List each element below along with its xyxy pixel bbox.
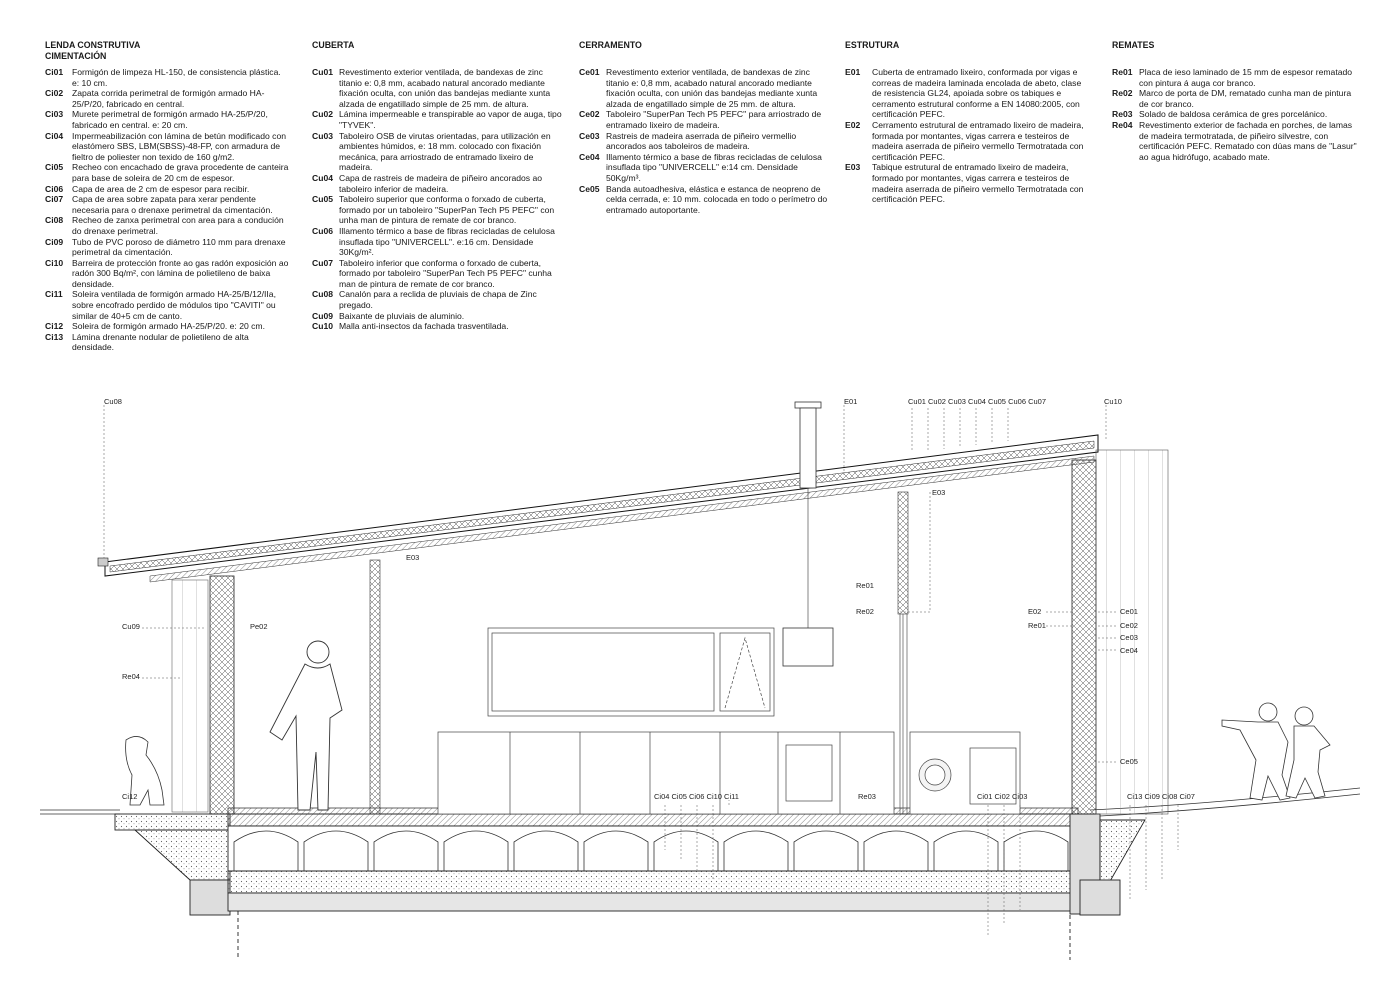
legend-item — [579, 152, 829, 184]
label-e03-top: E03 — [932, 488, 946, 497]
legend-item — [845, 162, 1090, 204]
legend-code: Cu10 — [312, 321, 334, 332]
legend-item — [45, 131, 290, 163]
legend-code: Cu04 — [312, 172, 334, 183]
legend-item — [1112, 88, 1357, 109]
legend-text: Revestimento exterior de fachada en porches, de lamas de madeira termotratada, de piñeiro silvestre, con certificación PEFC. Rematado con dúas mans de "Lasur" ao agua hidrófugo, acabado mate. — [1139, 119, 1357, 162]
legend-code: Ce03 — [579, 130, 600, 141]
legend-text: Baixante de pluviais de aluminio. — [339, 310, 465, 321]
legend-item — [845, 120, 1090, 162]
legend-cuberta — [312, 40, 562, 332]
label-ce02: Ce02 — [1120, 621, 1138, 630]
legend-item — [45, 289, 290, 321]
legend-item — [45, 184, 290, 195]
legend-title: REMATES — [1112, 40, 1155, 50]
legend-code: Ci08 — [45, 215, 64, 226]
legend-text: Revestimento exterior ventilada, de bandexas de zinc titanio e: 0,8 mm, acabado natural ancorado mediante fixación oculta, con unión das bandejas mediante xunta alzada de engatillado simple de 25 mm. de altura. — [339, 67, 551, 109]
label-ce05: Ce05 — [1120, 757, 1138, 766]
roof-section — [98, 435, 1098, 582]
label-re02-mid: Re02 — [856, 607, 874, 616]
partition-e03-left — [370, 560, 380, 814]
legend-text: Barreira de protección fronte ao gas radón exposición ao radón 300 Bq/m², con lámina de polietileno de baixa densidade. — [72, 257, 289, 289]
legend-item — [45, 215, 290, 236]
legend-text: Taboleiro "SuperPan Tech P5 PEFC" para arriostrado de entramado lixeiro de madeira. — [606, 109, 822, 130]
label-ci12: Ci12 — [122, 792, 138, 801]
legend-item — [45, 67, 290, 88]
legend-item — [579, 184, 829, 216]
legend-text: Taboleiro OSB de virutas orientadas, para utilización en ambientes húmidos, e: 18 mm. colocado con fixación mecánica, para arriostrado de entramado lixeiro de madeira. — [339, 130, 551, 173]
legend-code: Ce04 — [579, 151, 600, 162]
legend-text: Recheo con encachado de grava procedente de canteira para base de soleira de 20 cm de espesor. — [72, 162, 289, 183]
legend-code: Cu01 — [312, 67, 334, 77]
legend-text: Revestimento exterior ventilada, de bandexas de zinc titanio e: 0,8 mm, acabado natural ancorado mediante fixación oculta, con unión das bandejas mediante xunta alzada de engatillado simple de 25 mm. de altura. — [606, 67, 818, 109]
legend-text: Rastreis de madeira aserrada de piñeiro vermellio ancorados aos taboleiros de madeira. — [606, 130, 797, 152]
legend-item — [579, 109, 829, 130]
legend-code: Re02 — [1112, 88, 1133, 99]
legend-item — [312, 194, 562, 226]
legend-text: Soleira de formigón armado HA-25/P/20. e: 20 cm. — [72, 321, 265, 332]
chimney — [783, 402, 833, 666]
label-re01-mid: Re01 — [856, 581, 874, 590]
legend-item — [312, 67, 562, 109]
label-ce01: Ce01 — [1120, 607, 1138, 616]
legend-text: Illamento térmico a base de fibras recicladas de celulosa insuflada tipo "UNIVERCELL". e:16 cm. Densidade 30Kg/m². — [339, 225, 555, 258]
legend-text: Cerramento estrutural de entramado lixeiro de madeira, formada por montantes, vigas carrera e testeiros de madeira aserrada de piñeiro vermello Termotratada con certificación PEFC. — [872, 119, 1084, 162]
interior-door — [900, 614, 907, 814]
legend-title: ESTRUTURA — [845, 40, 900, 50]
legend-code: Cu08 — [312, 289, 334, 300]
legend-text: Capa de area de 2 cm de espesor para recibir. — [72, 183, 250, 194]
legend-code: Cu03 — [312, 130, 334, 141]
label-ce04: Ce04 — [1120, 646, 1138, 655]
porch-cladding — [172, 580, 208, 812]
legend-item — [312, 131, 562, 173]
legend-text: Solado de baldosa cerámica de gres porcelánico. — [1139, 109, 1328, 120]
legend-code: E01 — [845, 67, 861, 77]
legend-text: Recheo de zanxa perimetral con area para a condución do drenaxe perimetral. — [72, 215, 284, 236]
legend-item — [579, 131, 829, 152]
legend-code: Ci03 — [45, 109, 64, 120]
legend-text: Lámina impermeable e transpirable ao vapor de auga, tipo "TYVEK". — [339, 109, 562, 130]
legend-text: Canalón para a reclida de pluviais de chapa de Zinc pregado. — [339, 289, 537, 311]
legend-code: Re03 — [1112, 109, 1133, 120]
legend-cimentacion — [45, 40, 290, 353]
legend-code: Cu05 — [312, 194, 334, 205]
person-silhouette — [270, 641, 342, 810]
legend-text: Taboleiro inferior que conforma o forxado de cuberta, formado por taboleiro "SuperPan Tech P5 PEFC" cunha man de pintura de remate de cor branco. — [339, 257, 552, 289]
legend-code: Cu02 — [312, 109, 334, 120]
legend-item — [45, 321, 290, 332]
legend-text: Taboleiro superior que conforma o forxado de cuberta, formado por un taboleiro "SuperPan Tech P5 PEFC" con unha man de pintura de remate de cor branco. — [339, 194, 555, 226]
legend-text: Formigón de limpeza HL-150, de consistencia plástica. e: 10 cm. — [72, 67, 281, 88]
legend-item — [45, 88, 290, 109]
wall-left — [210, 576, 234, 814]
label-e03-left: E03 — [406, 553, 420, 562]
legend-code: Ce05 — [579, 183, 600, 194]
legend-code: E03 — [845, 162, 861, 173]
legend-subtitle: CIMENTACIÓN — [45, 51, 107, 61]
legend-code: Cu09 — [312, 310, 334, 321]
legend-item — [312, 321, 562, 332]
legend-code: Ce02 — [579, 109, 600, 120]
legend-item — [845, 67, 1090, 120]
legend-item — [312, 109, 562, 130]
legend-text: Lámina drenante nodular de polietileno de alta densidade. — [72, 331, 249, 353]
legend-text: Murete perimetral de formigón armado HA-25/P/20, fabricado en central. e: 20 cm. — [72, 109, 268, 130]
legend-item — [579, 67, 829, 109]
legend-item — [45, 194, 290, 215]
label-e01: E01 — [844, 397, 858, 406]
legend-text: Tabique estrutural de entramado lixeiro de madeira, formado por montantes, vigas carrera e testeiros de madeira aserrada de piñeiro vermello Termotratada con certificación PEFC. — [872, 162, 1084, 205]
legend-cerramento — [579, 40, 829, 215]
legend-code: E02 — [845, 119, 861, 130]
legend-item — [45, 109, 290, 130]
legend-title: CERRAMENTO — [579, 40, 642, 50]
legend-code: Ci04 — [45, 130, 64, 141]
label-e02: E02 — [1028, 607, 1042, 616]
legend-code: Re01 — [1112, 67, 1133, 77]
label-ci-far-group: Ci13 Ci09 Ci08 Ci07 — [1127, 792, 1195, 801]
label-ci-right-group: Ci01 Ci02 Ci03 — [977, 792, 1028, 801]
building-section-drawing — [0, 380, 1400, 990]
label-pe02: Pe02 — [250, 622, 268, 631]
legend-text: Placa de ieso laminado de 15 mm de espesor rematado con pintura á auga cor branco. — [1139, 67, 1353, 88]
legend-code: Ci01 — [45, 67, 64, 77]
legend-code: Ci10 — [45, 257, 64, 268]
legend-text: Marco de porta de DM, rematado cunha man de pintura de cor branco. — [1139, 88, 1352, 109]
legend-text: Capa de rastreis de madeira de piñeiro ancorados ao taboleiro inferior de madeira. — [339, 172, 543, 194]
legend-item — [312, 289, 562, 310]
legend-title: CUBERTA — [312, 40, 355, 50]
legend-code: Re04 — [1112, 119, 1133, 130]
label-cu09: Cu09 — [122, 622, 140, 631]
legend-text: Soleira ventilada de formigón armado HA-25/B/12/IIa, sobre encofrado perdido de módulos tipo "CAVITI" ou similar de 40+5 cm de canto. — [72, 289, 276, 321]
legend-item — [1112, 67, 1357, 88]
legend-text: Banda autoadhesiva, elástica e estanca de neopreno de celda cerrada, e: 10 mm. colocada en todo o perímetro do entramado autoportante. — [606, 183, 828, 215]
legend-code: Ci09 — [45, 236, 64, 247]
legend-code: Ci06 — [45, 183, 64, 194]
label-re01-right: Re01 — [1028, 621, 1046, 630]
label-cu10: Cu10 — [1104, 397, 1122, 406]
legend-item — [312, 173, 562, 194]
legend-remates — [1112, 40, 1357, 162]
legend-item — [312, 226, 562, 258]
legend-estrutura — [845, 40, 1090, 205]
label-cu08: Cu08 — [104, 397, 122, 406]
label-re03: Re03 — [858, 792, 876, 801]
legend-text: Capa de area sobre zapata para xerar pendente necesaria para o drenaxe perimetral da cimentación. — [72, 194, 273, 215]
legend-text: Malla anti-insectos da fachada trasventilada. — [339, 321, 509, 332]
legend-item — [45, 258, 290, 290]
legend-code: Ci11 — [45, 289, 63, 300]
legend-code: Cu07 — [312, 257, 334, 268]
children-silhouette — [1222, 703, 1330, 800]
legend-code: Ci12 — [45, 321, 64, 332]
legend-item — [1112, 109, 1357, 120]
legend-code: Ce01 — [579, 67, 600, 77]
legend-item — [45, 162, 290, 183]
label-cu-group: Cu01 Cu02 Cu03 Cu04 Cu05 Cu06 Cu07 — [908, 397, 1047, 406]
kitchen-elevation — [438, 628, 1020, 814]
legend-text: Tubo de PVC poroso de diámetro 110 mm para drenaxe perimetral da cimentación. — [72, 236, 286, 258]
label-ce03: Ce03 — [1120, 633, 1138, 642]
legend-text: Illamento térmico a base de fibras recicladas de celulosa insuflada tipo "UNIVERCELL" e:14 cm. Densidade 50Kg/m³. — [606, 151, 822, 183]
legend-code: Ci02 — [45, 88, 64, 99]
label-ci-mid-group: Ci04 Ci05 Ci06 Ci10 Ci11 — [654, 792, 739, 801]
legend-code: Cu06 — [312, 225, 334, 236]
legend-text: Impermeabilización con lámina de betún modificado con elastómero SBS, LBM(SBSS)-48-FP, con armadura de fieltro de poliester non texido de 160 g/m2. — [72, 130, 287, 162]
legend-code: Ci05 — [45, 162, 64, 173]
legend-text: Cuberta de entramado lixeiro, conformada por vigas e correas de madeira laminada encolada de abeto, clase de resistencia GL24, apoiada sobre os tabiques e cerramento estrutural conforme a EN 14080:2005, con certificación PEFC. — [872, 67, 1082, 120]
legend-item — [45, 237, 290, 258]
legend-item — [45, 332, 290, 353]
legend-item — [312, 258, 562, 290]
legend-item — [312, 311, 562, 322]
legend-text: Zapata corrida perimetral de formigón armado HA-25/P/20, fabricado en central. — [72, 88, 265, 109]
label-re04: Re04 — [122, 672, 140, 681]
legend-title: LENDA CONSTRUTIVA — [45, 40, 141, 50]
partition-e03-right — [898, 492, 908, 814]
legend-code: Ci07 — [45, 194, 64, 205]
legend-item — [1112, 120, 1357, 162]
legend-code: Ci13 — [45, 331, 64, 342]
foundation — [115, 814, 1145, 960]
